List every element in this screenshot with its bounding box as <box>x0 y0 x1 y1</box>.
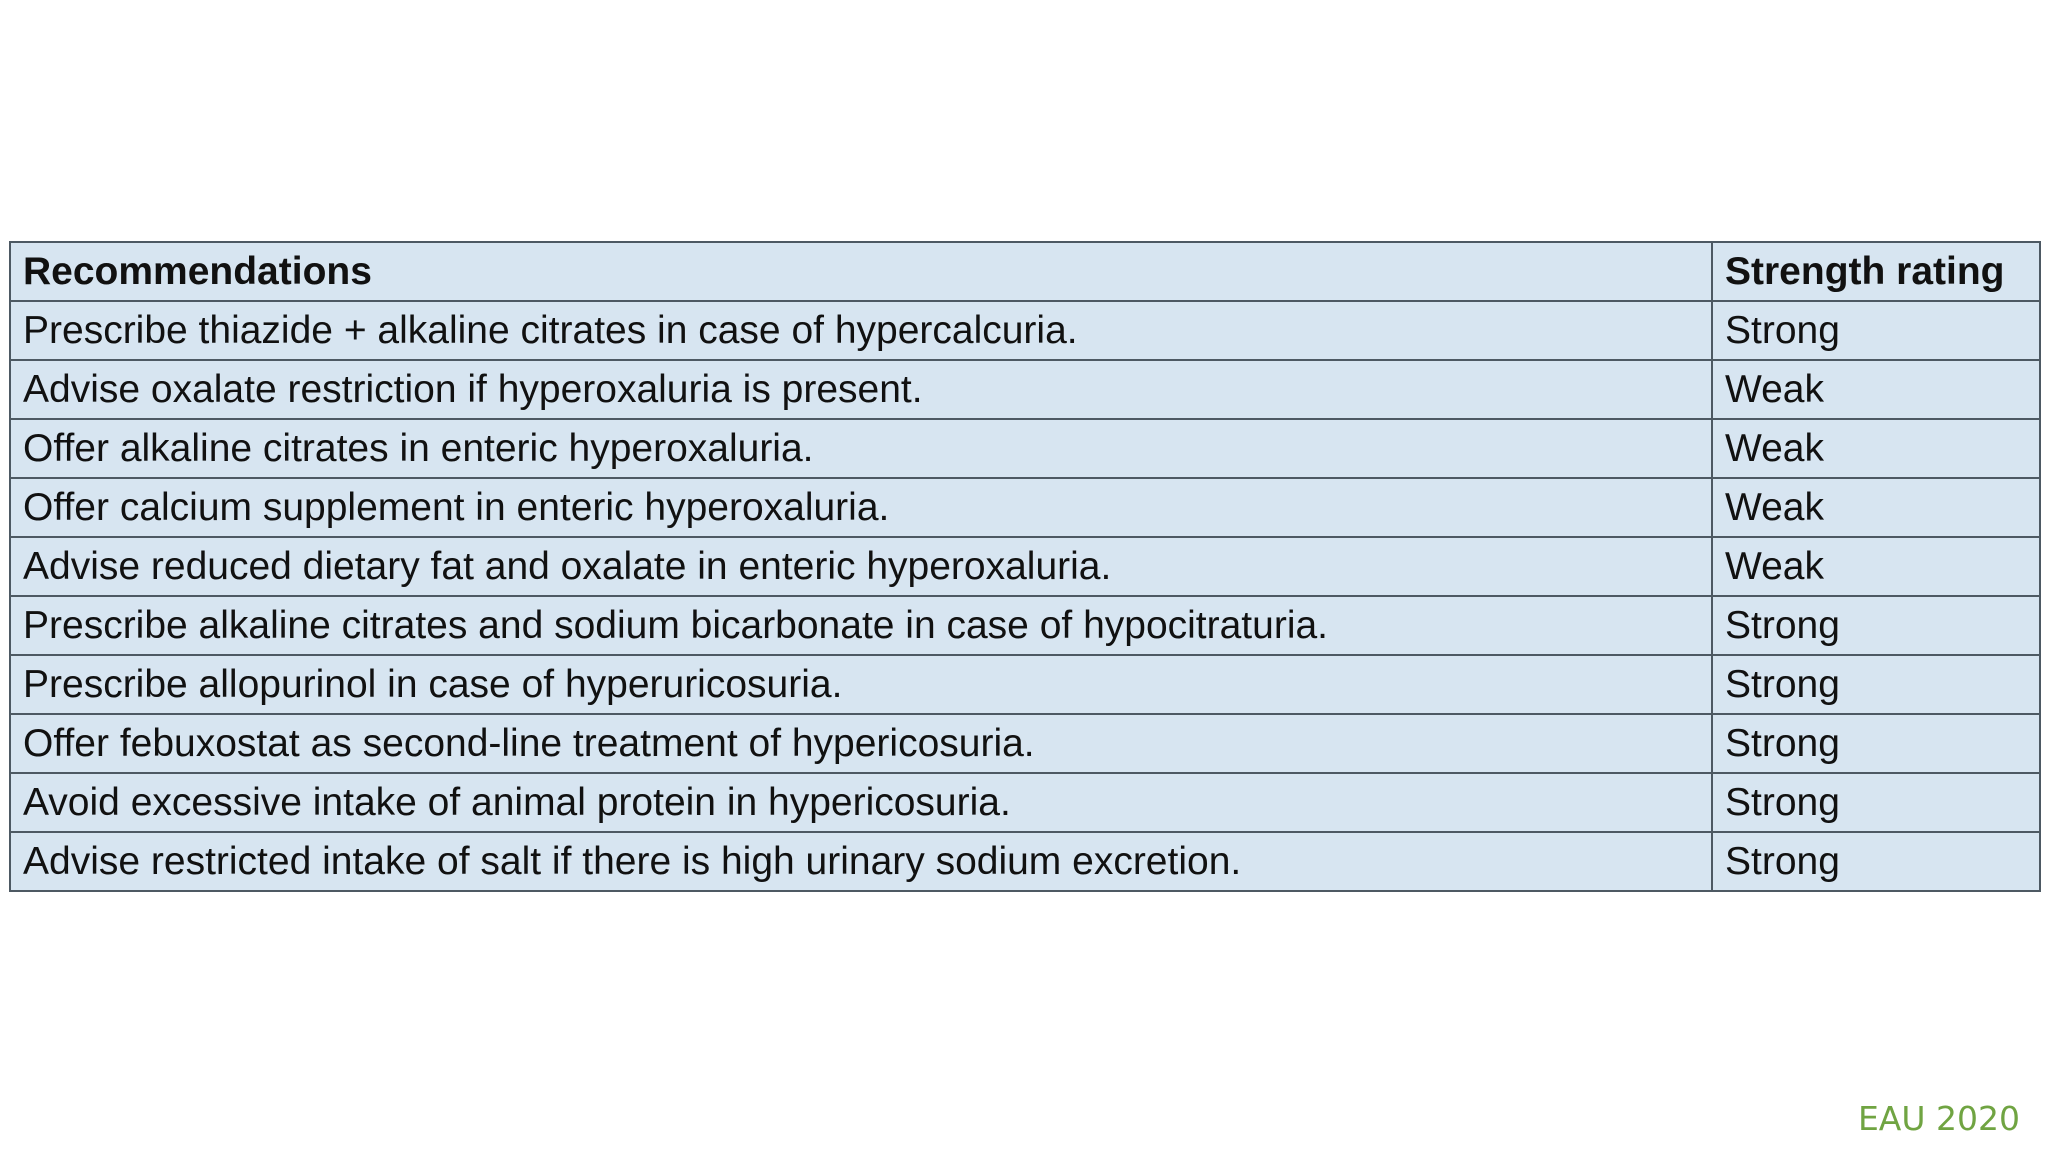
recommendation-cell: Avoid excessive intake of animal protein in hypericosuria. <box>10 773 1712 832</box>
strength-cell: Weak <box>1712 478 2040 537</box>
recommendation-cell: Prescribe alkaline citrates and sodium bicarbonate in case of hypocitraturia. <box>10 596 1712 655</box>
recommendation-cell: Offer calcium supplement in enteric hyperoxaluria. <box>10 478 1712 537</box>
recommendation-cell: Advise oxalate restriction if hyperoxaluria is present. <box>10 360 1712 419</box>
strength-cell: Strong <box>1712 655 2040 714</box>
recommendation-cell: Advise reduced dietary fat and oxalate in enteric hyperoxaluria. <box>10 537 1712 596</box>
header-strength-rating: Strength rating <box>1712 242 2040 301</box>
strength-cell: Weak <box>1712 360 2040 419</box>
table-row <box>10 419 2040 478</box>
table-row <box>10 714 2040 773</box>
strength-cell: Weak <box>1712 419 2040 478</box>
table-row <box>10 832 2040 891</box>
strength-cell: Strong <box>1712 301 2040 360</box>
table-row <box>10 773 2040 832</box>
strength-cell: Strong <box>1712 596 2040 655</box>
table-row <box>10 596 2040 655</box>
table-header-row <box>10 242 2040 301</box>
table-row <box>10 537 2040 596</box>
table-row <box>10 478 2040 537</box>
header-recommendations: Recommendations <box>10 242 1712 301</box>
recommendation-cell: Offer alkaline citrates in enteric hyperoxaluria. <box>10 419 1712 478</box>
table-row <box>10 301 2040 360</box>
recommendation-cell: Prescribe allopurinol in case of hyperuricosuria. <box>10 655 1712 714</box>
recommendation-cell: Prescribe thiazide + alkaline citrates in case of hypercalcuria. <box>10 301 1712 360</box>
strength-cell: Strong <box>1712 714 2040 773</box>
source-label: EAU 2020 <box>1857 1099 2020 1138</box>
table-row <box>10 360 2040 419</box>
strength-cell: Strong <box>1712 773 2040 832</box>
recommendations-table <box>9 241 2041 892</box>
table-row <box>10 655 2040 714</box>
recommendation-cell: Advise restricted intake of salt if there is high urinary sodium excretion. <box>10 832 1712 891</box>
strength-cell: Strong <box>1712 832 2040 891</box>
recommendation-cell: Offer febuxostat as second-line treatment of hypericosuria. <box>10 714 1712 773</box>
strength-cell: Weak <box>1712 537 2040 596</box>
